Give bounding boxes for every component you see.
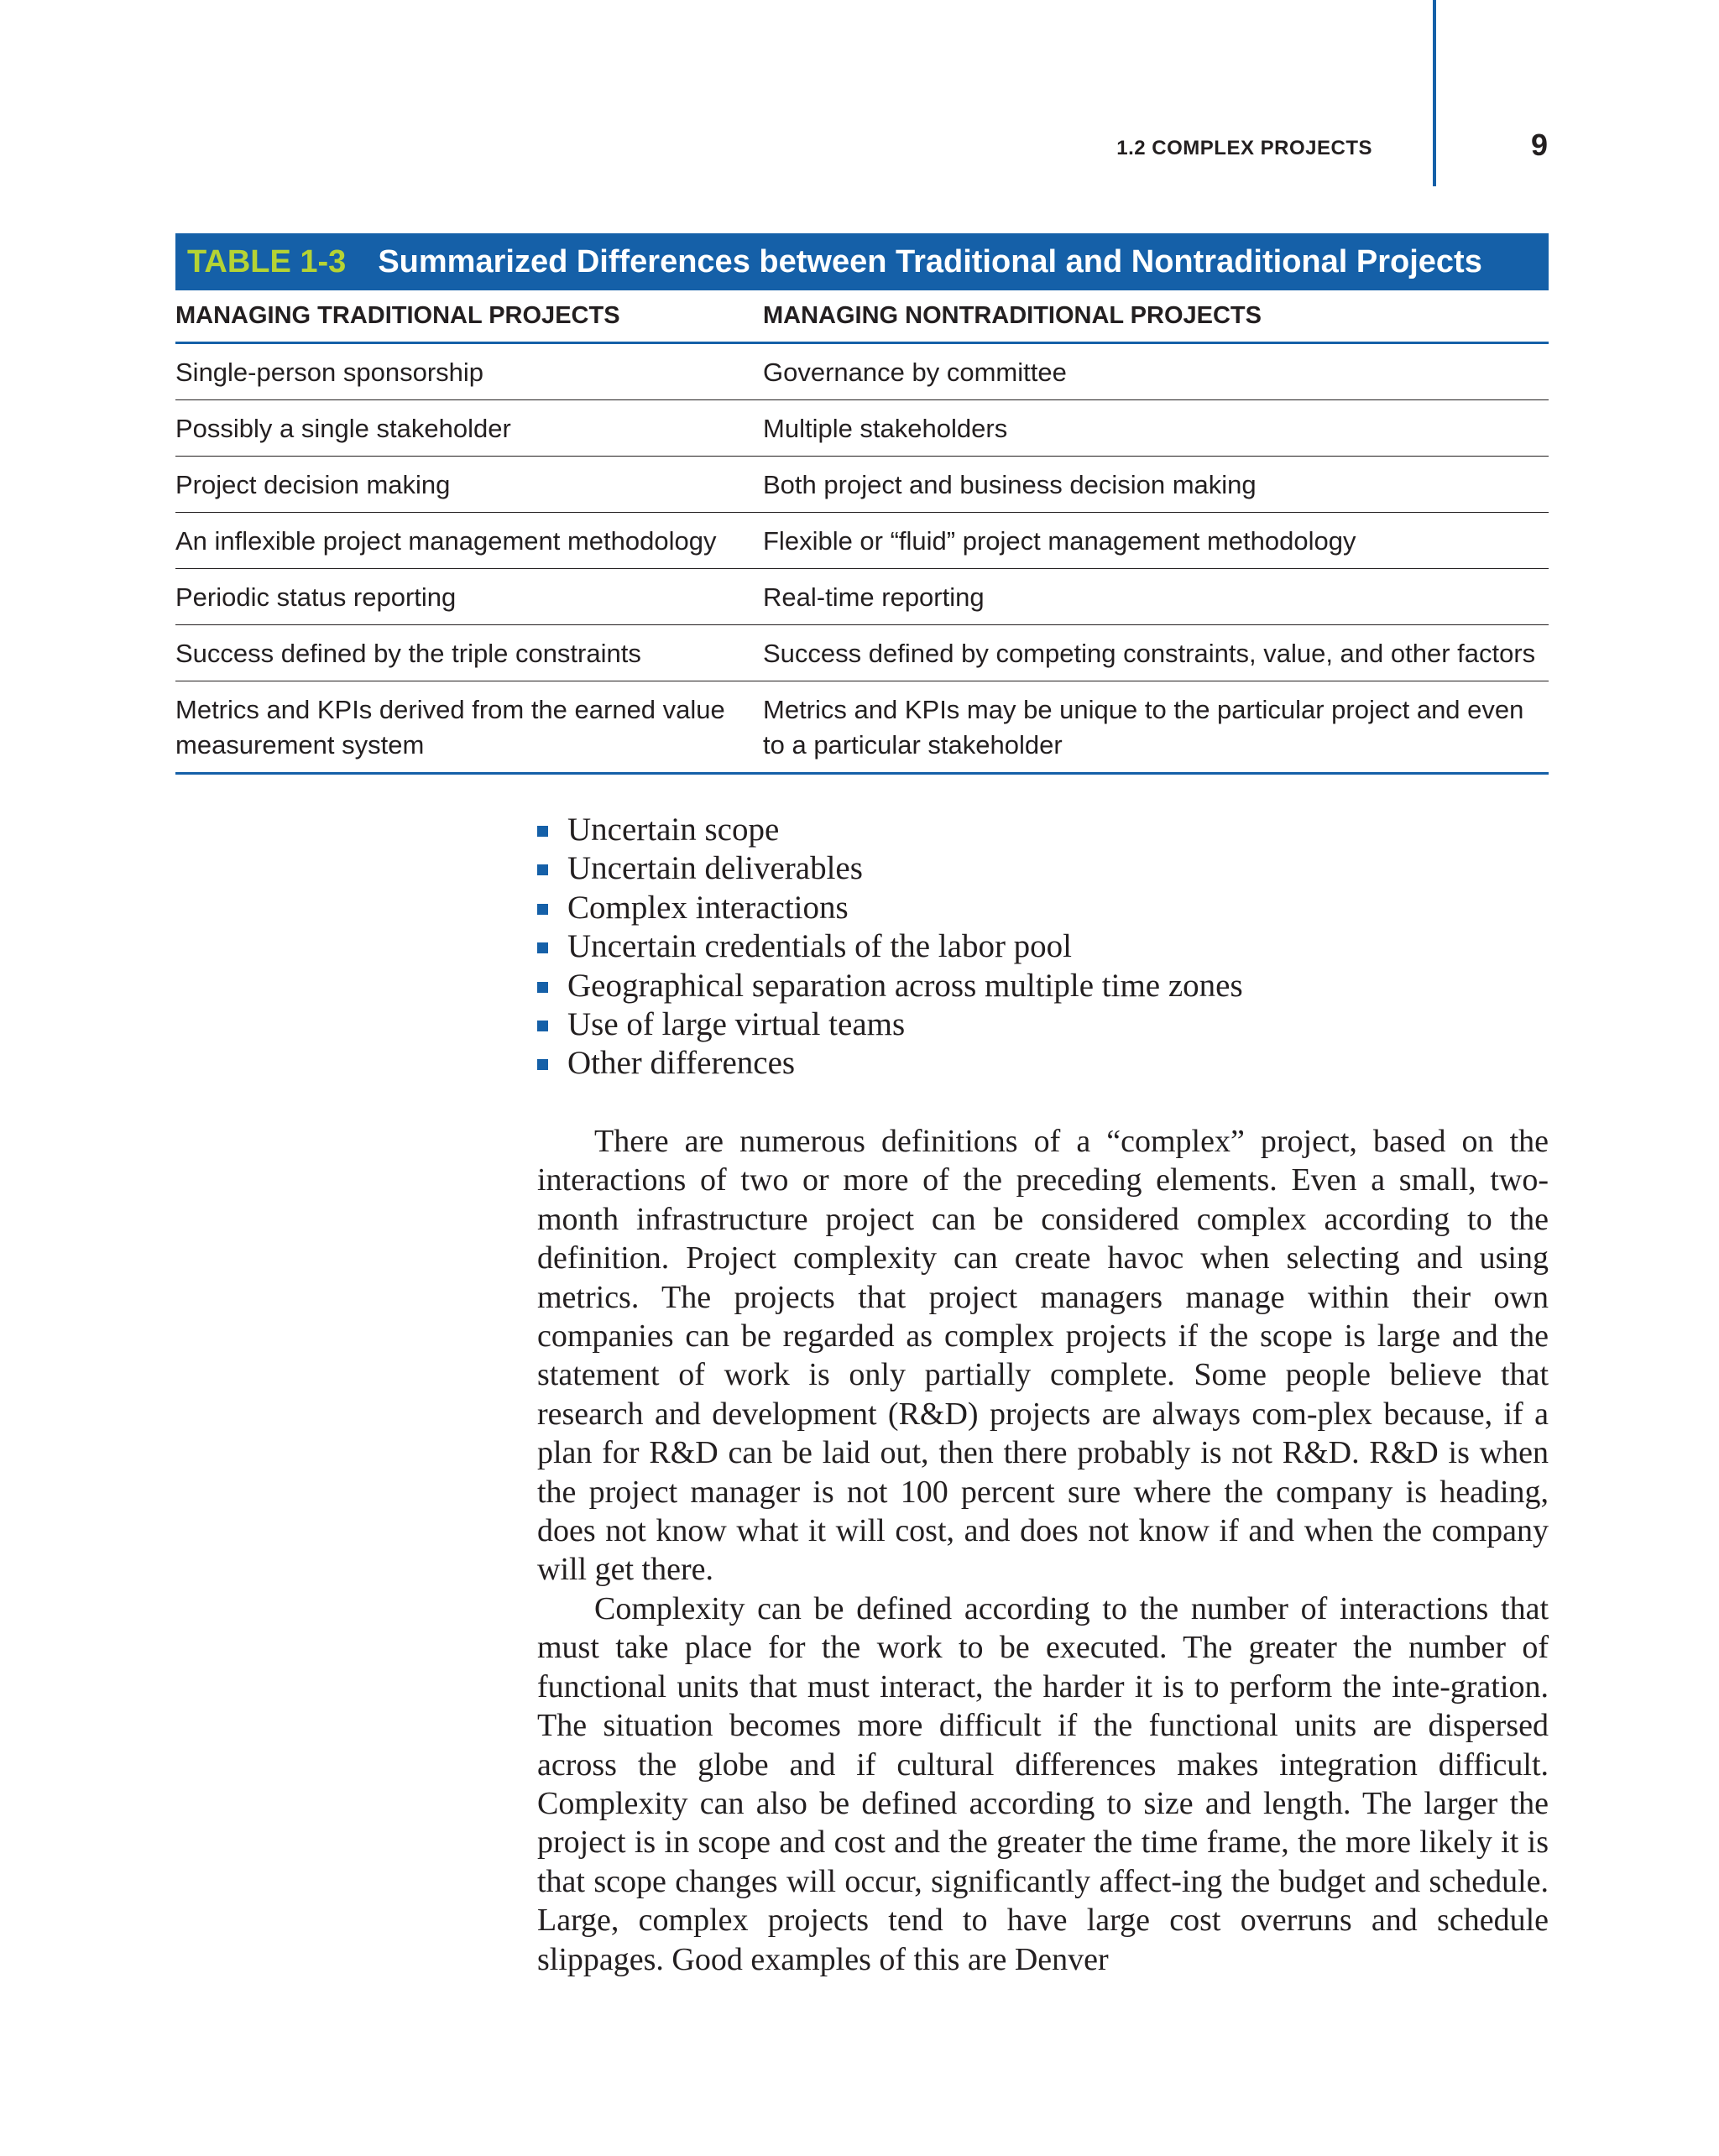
list-item xyxy=(537,1005,1544,1044)
table-grid xyxy=(175,290,1549,775)
list-item-text: Uncertain deliverables xyxy=(567,850,863,887)
header-divider xyxy=(1433,0,1436,186)
paragraph: There are numerous definitions of a “complex” project, based on the interactions of two or more of the preceding elements. Even a small, two-month infrastructure project can be considered complex according to the definition. Project complexity can create havoc when selecting and using metrics. The projects that project managers manage within their own companies can be regarded as complex projects if the scope is large and the statement of work is only partially complete. Some people believe that research and development (R&D) projects are always com-plex because, if a plan for R&D can be laid out, then there probably is not R&D. R&D is when the project manager is not 100 percent sure where the company is heading, does not know what it will cost, and does not know if and when the company will get there. xyxy=(537,1124,1549,1588)
table-header-row xyxy=(175,290,1549,343)
list-item-text: Geographical separation across multiple time zones xyxy=(567,967,1243,1004)
list-item xyxy=(537,927,1544,966)
table-cell: Single-person sponsorship xyxy=(175,343,763,400)
square-bullet-icon xyxy=(537,1059,548,1070)
square-bullet-icon xyxy=(537,826,548,837)
list-item-text: Use of large virtual teams xyxy=(567,1006,906,1043)
table-row xyxy=(175,513,1549,569)
square-bullet-icon xyxy=(537,942,548,953)
table-row xyxy=(175,625,1549,681)
table-row xyxy=(175,569,1549,625)
table-cell: Possibly a single stakeholder xyxy=(175,400,763,457)
table-cell: Success defined by competing constraints, value, and other factors xyxy=(763,625,1549,681)
list-item xyxy=(537,1044,1544,1083)
page-number: 9 xyxy=(1530,128,1548,162)
table-number: TABLE 1-3 xyxy=(187,243,347,279)
table-cell: Success defined by the triple constraints xyxy=(175,625,763,681)
paragraph: Complexity can be defined according to the number of interactions that must take place for the work to be executed. The greater the number of functional units that must interact, the harder it is to perform the inte-gration. The situation becomes more difficult if the functional units are dispersed across the globe and if cultural differences makes integration difficult. Complexity can also be defined according to size and length. The larger the project is in scope and cost and the greater the time frame, the more likely it is that scope changes will occur, significantly affect-ing the budget and schedule. Large, complex projects tend to have large cost overruns and schedule slippages. Good examples of this are Denver xyxy=(537,1590,1549,1977)
list-item-text: Other differences xyxy=(567,1045,796,1082)
table-row xyxy=(175,343,1549,400)
table-cell: Governance by committee xyxy=(763,343,1549,400)
table-row xyxy=(175,400,1549,457)
list-item xyxy=(537,849,1544,888)
table-caption: Summarized Differences between Traditional and Nontraditional Projects xyxy=(378,243,1482,279)
table-cell: Metrics and KPIs derived from the earned value measurement system xyxy=(175,681,763,774)
table-cell: Metrics and KPIs may be unique to the particular project and even to a particular stakeholder xyxy=(763,681,1549,774)
body-text xyxy=(537,1122,1549,1979)
bullet-list xyxy=(537,811,1544,1083)
column-header-traditional: MANAGING TRADITIONAL PROJECTS xyxy=(175,290,763,343)
list-item-text: Uncertain credentials of the labor pool xyxy=(567,928,1073,965)
table-cell: Both project and business decision making xyxy=(763,457,1549,513)
comparison-table xyxy=(175,233,1549,775)
list-item xyxy=(537,811,1544,849)
table-row xyxy=(175,681,1549,774)
list-item xyxy=(537,967,1544,1005)
square-bullet-icon xyxy=(537,904,548,915)
square-bullet-icon xyxy=(537,1021,548,1031)
table-cell: Project decision making xyxy=(175,457,763,513)
list-item xyxy=(537,889,1544,927)
list-item-text: Complex interactions xyxy=(567,889,849,926)
table-cell: Flexible or “fluid” project management methodology xyxy=(763,513,1549,569)
list-item-text: Uncertain scope xyxy=(567,812,780,848)
table-cell: Periodic status reporting xyxy=(175,569,763,625)
square-bullet-icon xyxy=(537,864,548,875)
table-title-bar xyxy=(175,233,1549,290)
running-head: 1.2 COMPLEX PROJECTS xyxy=(1116,137,1372,159)
table-cell: An inflexible project management methodology xyxy=(175,513,763,569)
table-cell: Real-time reporting xyxy=(763,569,1549,625)
table-row xyxy=(175,457,1549,513)
table-cell: Multiple stakeholders xyxy=(763,400,1549,457)
square-bullet-icon xyxy=(537,982,548,993)
column-header-nontraditional: MANAGING NONTRADITIONAL PROJECTS xyxy=(763,290,1549,343)
